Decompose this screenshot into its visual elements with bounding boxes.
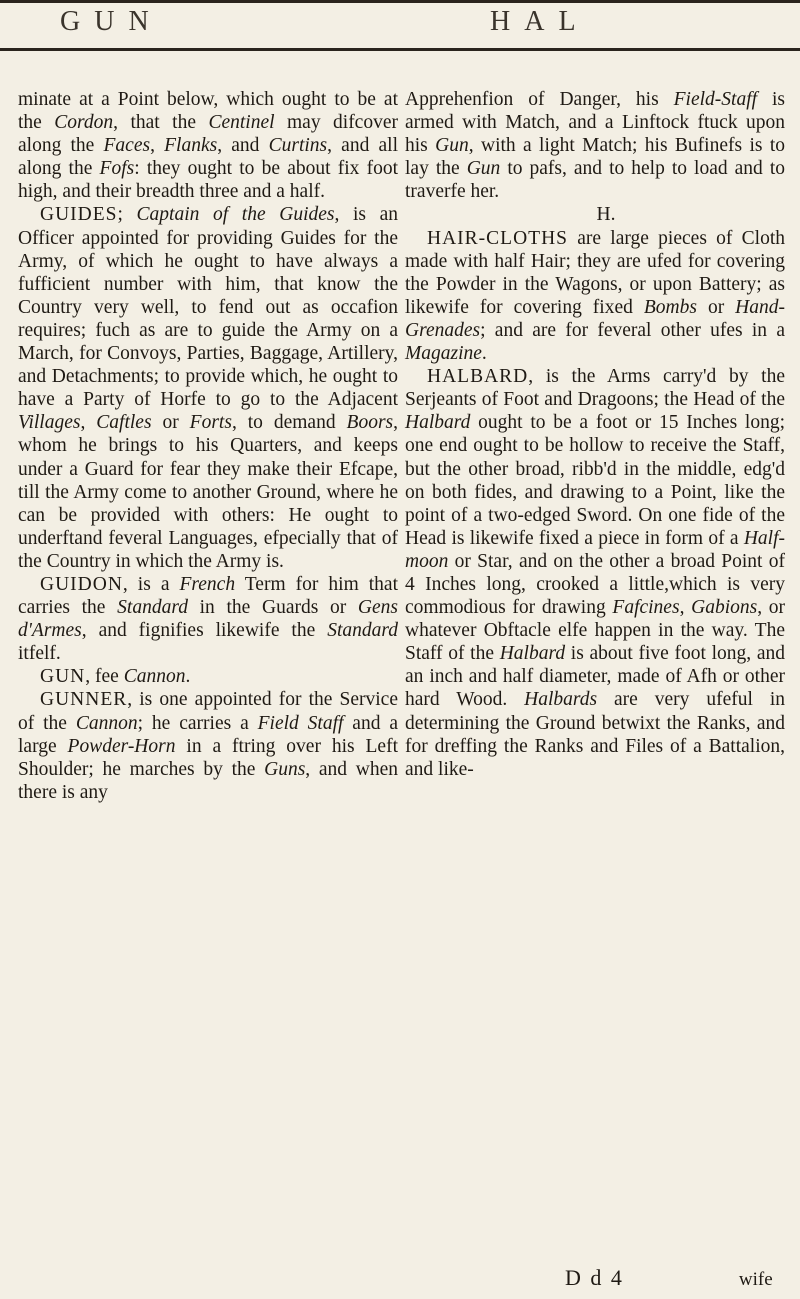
text-run: , to demand [231,412,347,434]
entry-guidon [18,573,398,665]
text-run: , [679,597,692,619]
italic-term: Hand-Grenades [405,296,785,341]
text-run: , with a light Match; his Bufinefs is to lay the [405,135,785,180]
text-run: ; and are for feveral other ufes in a [480,319,785,341]
text-run: , is one appointed for the Service of the [18,689,398,734]
italic-term: Standard [327,620,398,642]
text-run: is armed with Match, and a Linftock ftuck upon his [405,89,785,157]
italic-term: Gun [435,135,469,157]
text-run: ; he carries a [137,712,258,734]
headword: HALBARD [427,366,529,388]
text-run: in the Guards or [187,597,358,619]
italic-term: Cordon [54,112,114,134]
text-run: or [696,296,736,318]
italic-term: Caftles [96,412,152,434]
text-run: or Star, and on the other a broad Point of 4 Inches long, crooked a little,which is very commodious for drawing [405,550,785,619]
text-run: is about five foot long, and an inch and half diameter, made of Afh or other hard Wood. [405,643,785,711]
headword-right: HAL [490,6,590,37]
left-column [18,88,398,804]
italic-term: Standard [117,597,188,619]
italic-term: Bombs [643,296,697,318]
italic-term: Flanks [164,135,218,157]
text-run: . [481,343,487,365]
text-run: , and fignifies likewife the [81,620,328,642]
catchword: wife [738,1269,773,1290]
italic-term: Gabions [691,597,758,619]
italic-term: Field Staff [257,712,344,734]
headword: GUNNER [40,689,128,711]
text-run: are large pieces of Cloth made with half Hair; they are ufed for covering the Powder in the Wagons, or upon Battery; as likewife for covering fixed [405,227,785,318]
entry-gunner [18,688,398,803]
italic-term: Cannon [75,712,138,734]
text-run: , [150,135,165,157]
italic-term: Boors [346,412,394,434]
italic-term: Field-Staff [673,89,758,110]
text-run: , is an Officer appointed for providing Guides for the Army, of which he ought to have always a fufficient number with him, that know the Country very well, to fend out as occafion requires; fuch as are to guide the Army on a March, for Convoys, Parties, Baggage, Artillery, and Detachments; to provide which, he ought to have a Party of Horfe to go to the Adjacent [18,204,399,411]
text-run: ought to be a foot or 15 Inches long; one end ought to be hollow to receive the Staff, but the other broad, ribb'd in the middle, edg'd on both fides, and drawing to a Point, like the point of a two-edged Sword. On one fide of the Head is likewife fixed a piece in form of a [405,412,785,549]
italic-term: Cannon [123,666,186,688]
entry-gunner-continuation [405,88,785,203]
section-letter: H. [596,204,616,226]
italic-term: Fofs [99,158,135,180]
italic-term: Villages [18,412,81,434]
text-run: ; [117,204,137,226]
entry-guides [18,203,398,573]
signature-text: D d 4 [565,1265,624,1290]
italic-term: Curtins [268,135,328,157]
text-run: or [151,412,190,434]
headword: GUIDON [40,573,123,595]
text-run: , or whatever Obftacle elfe happen in the way. The Staff of the [405,597,785,665]
right-column [405,88,785,781]
headword: GUN [40,666,86,688]
italic-term: Magazine [405,343,482,365]
text-run: may difcover along the [18,112,398,157]
text-run: , fee [85,666,124,688]
text-run: to pafs, and to help to load and to traverfe her. [405,158,785,203]
text-run: , and all along the [18,135,398,180]
text-run: in a ftring over his Left Shoulder; he marches by the [18,735,399,780]
italic-term: Guns [264,758,306,780]
text-run: , [80,412,97,434]
text-run: , is a [122,573,180,595]
italic-term: Fafcines [612,597,680,619]
italic-term: Gens d'Armes [18,597,398,642]
text-run: Term for him that carries the [18,573,398,619]
top-rule [0,0,800,3]
text-run: minate at a Point below, which ought to be at the [18,89,398,134]
text-run: , is the Arms carry'd by the Serjeants of Foot and Dragoons; the Head of the [405,366,785,411]
entry-gun [18,665,398,688]
text-run: are very ufeful in determining the Ground betwixt the Ranks, and for dreffing the Ranks and Files of a Battalion, and like- [405,689,785,780]
italic-term: Halbard [499,643,566,665]
text-run: , and when there is any [18,758,398,803]
italic-term: French [179,573,236,595]
headword: HAIR-CLOTHS [427,227,568,249]
entry-halbard [405,365,785,781]
italic-term: Half-moon [405,527,785,572]
italic-term: Halbards [524,689,598,711]
text-run: : they ought to be about fix foot high, and their breadth three and a half. [18,158,398,203]
italic-term: Centinel [208,112,275,134]
italic-term: Halbard [405,412,471,434]
italic-term: Faces [103,135,151,157]
entry-continuation [18,88,398,203]
text-run: . [185,666,191,688]
text-run: and a large [18,712,399,757]
italic-term: Gun [466,158,501,180]
text-run: Apprehenfion of Danger, his [405,89,674,110]
entry-haircloths [405,227,785,366]
header-rule [0,48,800,51]
text-run: itfelf. [18,643,61,665]
signature-mark [565,1265,773,1291]
italic-term: Forts [189,412,232,434]
italic-term: Captain of the Guides [136,204,335,226]
headword-left: GUN [60,6,163,37]
text-run: , whom he brings to his Quarters, and keeps under a Guard for fear they make their Efcape, till the Army come to another Ground, where he can be provided with others: He ought to underftand feveral Languages, efpecially that of the Country in which the Army is. [18,412,398,572]
text-run: , that the [113,112,209,134]
italic-term: Powder-Horn [67,735,176,757]
headword: GUIDES [40,204,118,226]
text-run: , and [217,135,269,157]
running-head [0,6,800,66]
